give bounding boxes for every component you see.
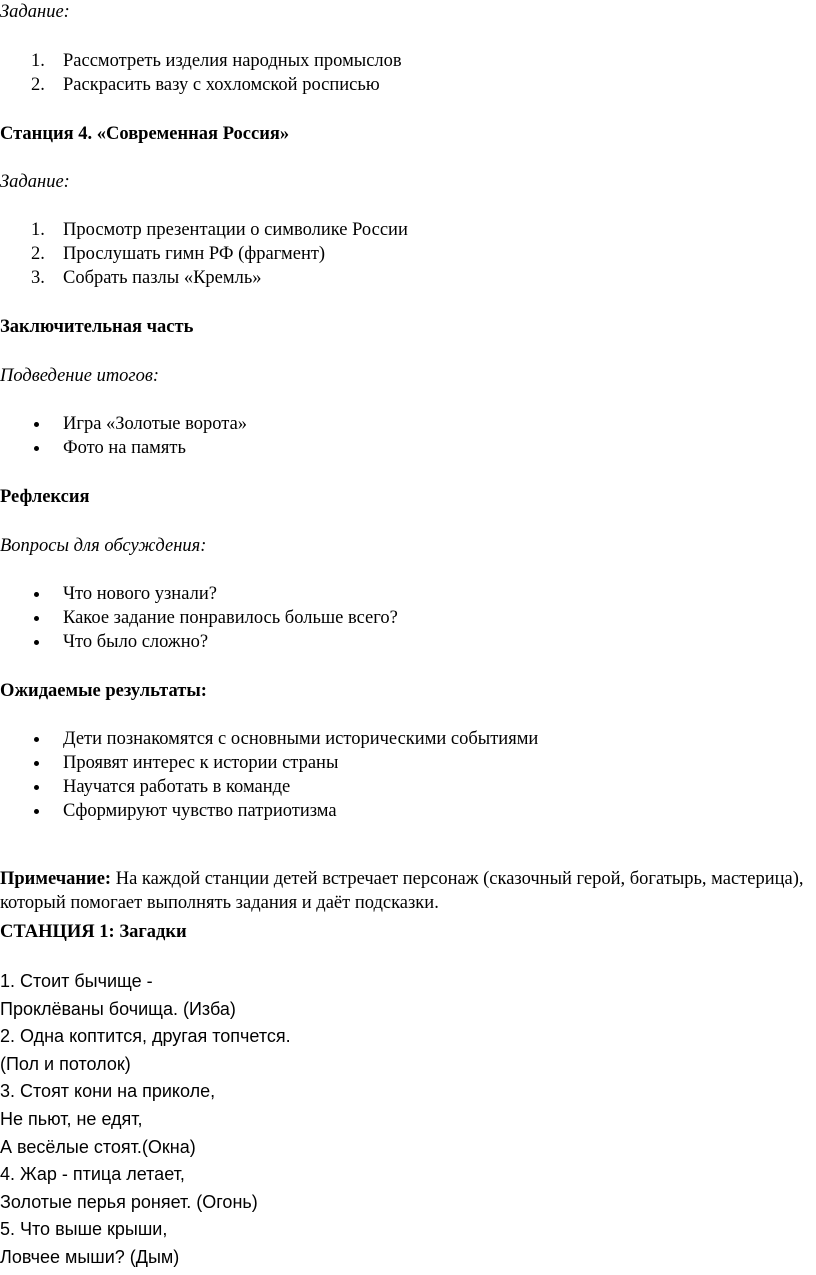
list-item-text: Просмотр презентации о символике России xyxy=(63,220,408,240)
final-part-title: Заключительная часть xyxy=(0,317,194,337)
bullet-icon xyxy=(34,785,39,790)
list-item-text: Что нового узнали? xyxy=(63,584,217,604)
riddles-block xyxy=(0,968,291,1272)
riddle-line: Золотые перья роняет. (Огонь) xyxy=(0,1191,258,1212)
list-item-text: Прослушать гимн РФ (фрагмент) xyxy=(63,244,326,264)
list-number: 1. xyxy=(31,51,45,71)
note-text: На каждой станции детей встречает персонаж (сказочный герой, богатырь, мастерица), который помогает выполнять задания и даёт подсказки. xyxy=(0,868,804,913)
list-item-text: Что было сложно? xyxy=(63,632,209,652)
riddle-line: 4. Жар - птица летает, xyxy=(0,1164,185,1185)
bullet-icon xyxy=(34,737,39,742)
task-label-2: Задание: xyxy=(0,172,70,192)
note-paragraph xyxy=(0,867,810,915)
summary-label: Подведение итогов: xyxy=(0,366,160,386)
station1-title: СТАНЦИЯ 1: Загадки xyxy=(0,922,187,942)
list-item-text: Фото на память xyxy=(63,438,186,458)
list-item-text: Рассмотреть изделия народных промыслов xyxy=(63,51,402,71)
station4-title: Станция 4. «Современная Россия» xyxy=(0,124,290,144)
bullet-icon xyxy=(34,422,39,427)
riddle-line: Проклёваны бочища. (Изба) xyxy=(0,998,236,1019)
results-title: Ожидаемые результаты: xyxy=(0,681,207,701)
list-item-text: Собрать пазлы «Кремль» xyxy=(63,268,262,288)
bullet-icon xyxy=(34,809,39,814)
bullet-icon xyxy=(34,592,39,597)
list-number: 3. xyxy=(31,268,45,288)
bullet-icon xyxy=(34,761,39,766)
list-item-text: Какое задание понравилось больше всего? xyxy=(63,608,398,628)
bullet-icon xyxy=(34,640,39,645)
list-number: 2. xyxy=(31,244,45,264)
list-item-text: Дети познакомятся с основными историческими событиями xyxy=(63,729,539,749)
riddle-line: Не пьют, не едят, xyxy=(0,1108,143,1129)
list-item-text: Проявят интерес к истории страны xyxy=(63,753,339,773)
list-item-text: Сформируют чувство патриотизма xyxy=(63,801,337,821)
note-label: Примечание: xyxy=(0,868,112,889)
list-item-text: Раскрасить вазу с хохломской росписью xyxy=(63,75,380,95)
list-number: 1. xyxy=(31,220,45,240)
riddle-line: 2. Одна коптится, другая топчется. xyxy=(0,1026,291,1047)
riddle-line: 1. Стоит бычище - xyxy=(0,971,153,991)
list-number: 2. xyxy=(31,75,45,95)
bullet-icon xyxy=(34,616,39,621)
reflection-title: Рефлексия xyxy=(0,487,90,507)
riddle-line: 3. Стоят кони на приколе, xyxy=(0,1081,216,1102)
questions-label: Вопросы для обсуждения: xyxy=(0,536,207,556)
riddle-line: 5. Что выше крыши, xyxy=(0,1219,168,1240)
riddle-line: (Пол и потолок) xyxy=(0,1053,131,1074)
list-item-text: Научатся работать в команде xyxy=(63,777,291,797)
list-item-text: Игра «Золотые ворота» xyxy=(63,414,248,434)
riddle-line: Ловчее мыши? (Дым) xyxy=(0,1246,180,1267)
bullet-icon xyxy=(34,446,39,451)
task-label-1: Задание: xyxy=(0,2,70,22)
riddle-line: А весёлые стоят.(Окна) xyxy=(0,1136,196,1157)
